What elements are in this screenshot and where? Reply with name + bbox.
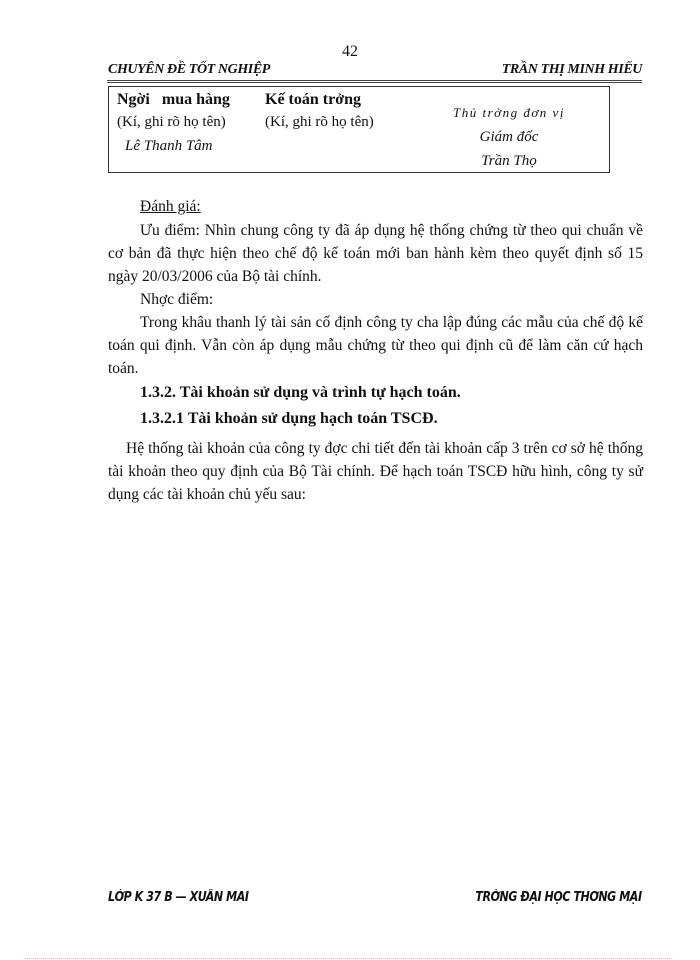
footer-left-class: LỚP K 37 B — XUÂN MAI: [108, 890, 249, 905]
advantages-paragraph: Ưu điểm: Nhìn chung công ty đã áp dụng hệ thống chứng từ theo qui chuẩn về cơ bản đã thực hiện theo chế độ kế toán mới ban hành kèm theo quyết định số 15 ngày 20/03/2006 của Bộ tài chính.: [108, 222, 643, 285]
signature-accountant: [265, 89, 374, 133]
signature-box: [108, 86, 610, 173]
header-rule: [107, 80, 642, 83]
head-name: Trần Thọ: [481, 153, 537, 169]
page-number: 42: [342, 43, 358, 60]
page-edge-dotted-line: [25, 958, 672, 959]
signature-head: [409, 101, 609, 173]
header-right-author: TRẦN THỊ MINH HIẾU: [501, 62, 642, 77]
buyer-subtitle: (Kí, ghi rõ họ tên): [117, 114, 226, 130]
disadvantages-title: Nhợc điểm:: [140, 291, 214, 308]
disadvantages-paragraph: Trong khâu thanh lý tài sản cố định công ty cha lập đúng các mẫu của chế độ kế toán qui định. Vẫn còn áp dụng mẫu chứng từ theo qui định cũ để làm căn cứ hạch toán.: [108, 314, 643, 377]
section-heading-1-3-2-1: 1.3.2.1 Tài khoản sử dụng hạch toán TSCĐ.: [140, 410, 438, 427]
buyer-name: Lê Thanh Tâm: [125, 138, 213, 154]
header-left-title: CHUYÊN ĐỀ TỐT NGHIỆP: [108, 62, 270, 77]
head-position: Giám đốc: [479, 129, 539, 145]
accountant-subtitle: (Kí, ghi rõ họ tên): [265, 114, 374, 130]
evaluation-title: Đánh giá:: [140, 198, 201, 215]
accounts-paragraph: Hệ thống tài khoản của công ty đợc chi tiết đến tài khoản cấp 3 trên cơ sở hệ thống tài khoản theo quy định của Bộ Tài chính. Để hạch toán TSCĐ hữu hình, công ty sử dụng các tài khoản chủ yếu sau:: [108, 440, 643, 503]
section-heading-1-3-2: 1.3.2. Tài khoản sử dụng và trình tự hạch toán.: [140, 384, 461, 401]
signature-buyer: [117, 89, 230, 159]
head-role: Thủ trởng đơn vị: [453, 105, 565, 120]
accountant-title: Kế toán trởng: [265, 91, 361, 108]
footer-right-school: TRỜNG ĐẠI HỌC THƠNG MẠI: [475, 890, 642, 905]
buyer-title: Ngời mua hàng: [117, 91, 230, 108]
